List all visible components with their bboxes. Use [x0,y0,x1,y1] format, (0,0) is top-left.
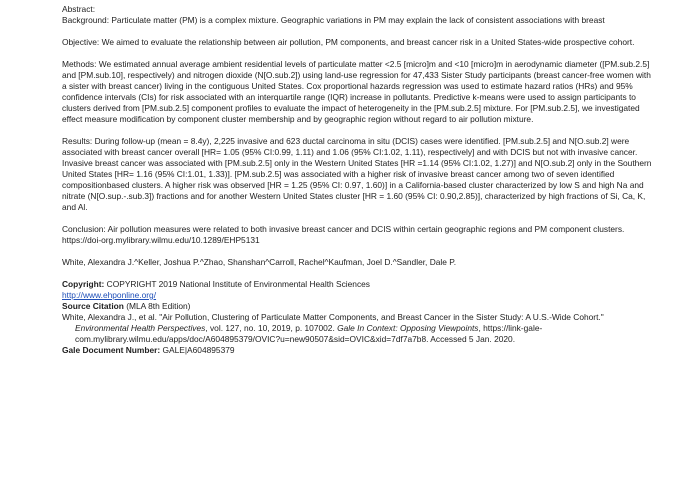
gale-document-value: GALE|A604895379 [160,345,235,355]
source-citation-label: Source Citation [62,301,124,311]
citation-database: Gale In Context: Opposing Viewpoints [337,323,479,333]
copyright-text: COPYRIGHT 2019 National Institute of Environmental Health Sciences [104,279,370,289]
gale-document-label: Gale Document Number: [62,345,161,355]
citation-part-3: , https://link-gale-com.mylibrary.wilmu.edu/apps/doc/A604895379/OVIC?u=new90507&sid=OVIC&xid=7df7a7b8. Accessed 5 Jan. 2020. [75,323,543,344]
abstract-methods: Methods: We estimated annual average ambient residential levels of particulate matter <2.5 [micro]m and <10 [micro]m in aerodynamic diameter ([PM.sub.2.5] and [PM.sub.10], respectively) and nitrogen dioxide (N[O.sub.2]) using land-use regression for 47,433 Sister Study participants (breast cancer-free women with a sister with breast cancer) living in the contiguous United States. Cox proportional hazards regression was used to estimate hazard ratios (HRs) and 95% confidence intervals (CIs) for risk associated with an interquartile range (IQR) increase in pollutants. Predictive k-means were used to assign participants to clusters derived from [PM.sub.2.5] component profiles to evaluate the impact of heterogeneity in the [PM.sub.2.5] mixture. For [PM.sub.2.5], we investigated effect measure modification by component cluster membership and by geographic region without regard to air pollution mixture. [62,59,651,124]
author-list: White, Alexandra J.^Keller, Joshua P.^Zhao, Shanshan^Carroll, Rachel^Kaufman, Joel D.^Sandler, Dale P. [62,257,457,267]
abstract-heading: Abstract: [62,4,96,14]
citation-text [62,312,652,345]
copyright-line [62,279,652,290]
abstract-results: Results: During follow-up (mean = 8.4y), 2,225 invasive and 623 ductal carcinoma in situ (DCIS) cases were identified. [PM.sub.2.5] and N[O.sub.2] were associated with breast cancer overall [HR= 1.05 (95% CI:0.99, 1.11) and 1.06 (95% CI:1.02, 1.11), respectively] and with DCIS but not with invasive cancer. Invasive breast cancer was associated with [PM.sub.2.5] only in the Western United States [HR =1.14 (95% CI:1.02, 1.27)] and N[O.sub.2] only in the Southern United States [HR= 1.16 (95% CI:1.01, 1.33)]. [PM.sub.2.5] was associated with a higher risk of invasive breast cancer among two of seven identified compositionbased clusters. A higher risk was observed [HR = 1.25 (95% CI: 0.97, 1.60)] in a California-based cluster characterized by low S and high Na and nitrate (N[O.sup.-.sub.3]) fractions and for another Western United States cluster [HR = 1.60 (95% CI: 0.90,2.85)], characterized by high fractions of Si, Ca, K, and Al. [62,136,652,212]
gale-document-number [62,345,652,356]
abstract-objective: Objective: We aimed to evaluate the relationship between air pollution, PM components, and breast cancer risk in a United States-wide prospective cohort. [62,37,635,47]
citation-part-1: White, Alexandra J., et al. "Air Pollution, Clustering of Particulate Matter Components, and Breast Cancer in the Sister Study: A U.S.-Wide Cohort." [62,312,604,322]
abstract-background: Background: Particulate matter (PM) is a complex mixture. Geographic variations in PM may explain the lack of consistent associations with breast [62,15,605,25]
citation-journal: Environmental Health Perspectives [75,323,206,333]
copyright-label: Copyright: [62,279,105,289]
citation-part-2: , vol. 127, no. 10, 2019, p. 107002. [205,323,338,333]
citation-style: (MLA 8th Edition) [123,301,191,311]
document-body [62,4,652,356]
source-citation-heading [62,301,652,312]
publisher-link[interactable]: http://www.ehponline.org/ [62,290,157,300]
abstract-conclusion: Conclusion: Air pollution measures were related to both invasive breast cancer and DCIS within certain geographic regions and PM component clusters. https://doi-org.mylibrary.wilmu.edu/10.1289/EHP5131 [62,224,625,245]
